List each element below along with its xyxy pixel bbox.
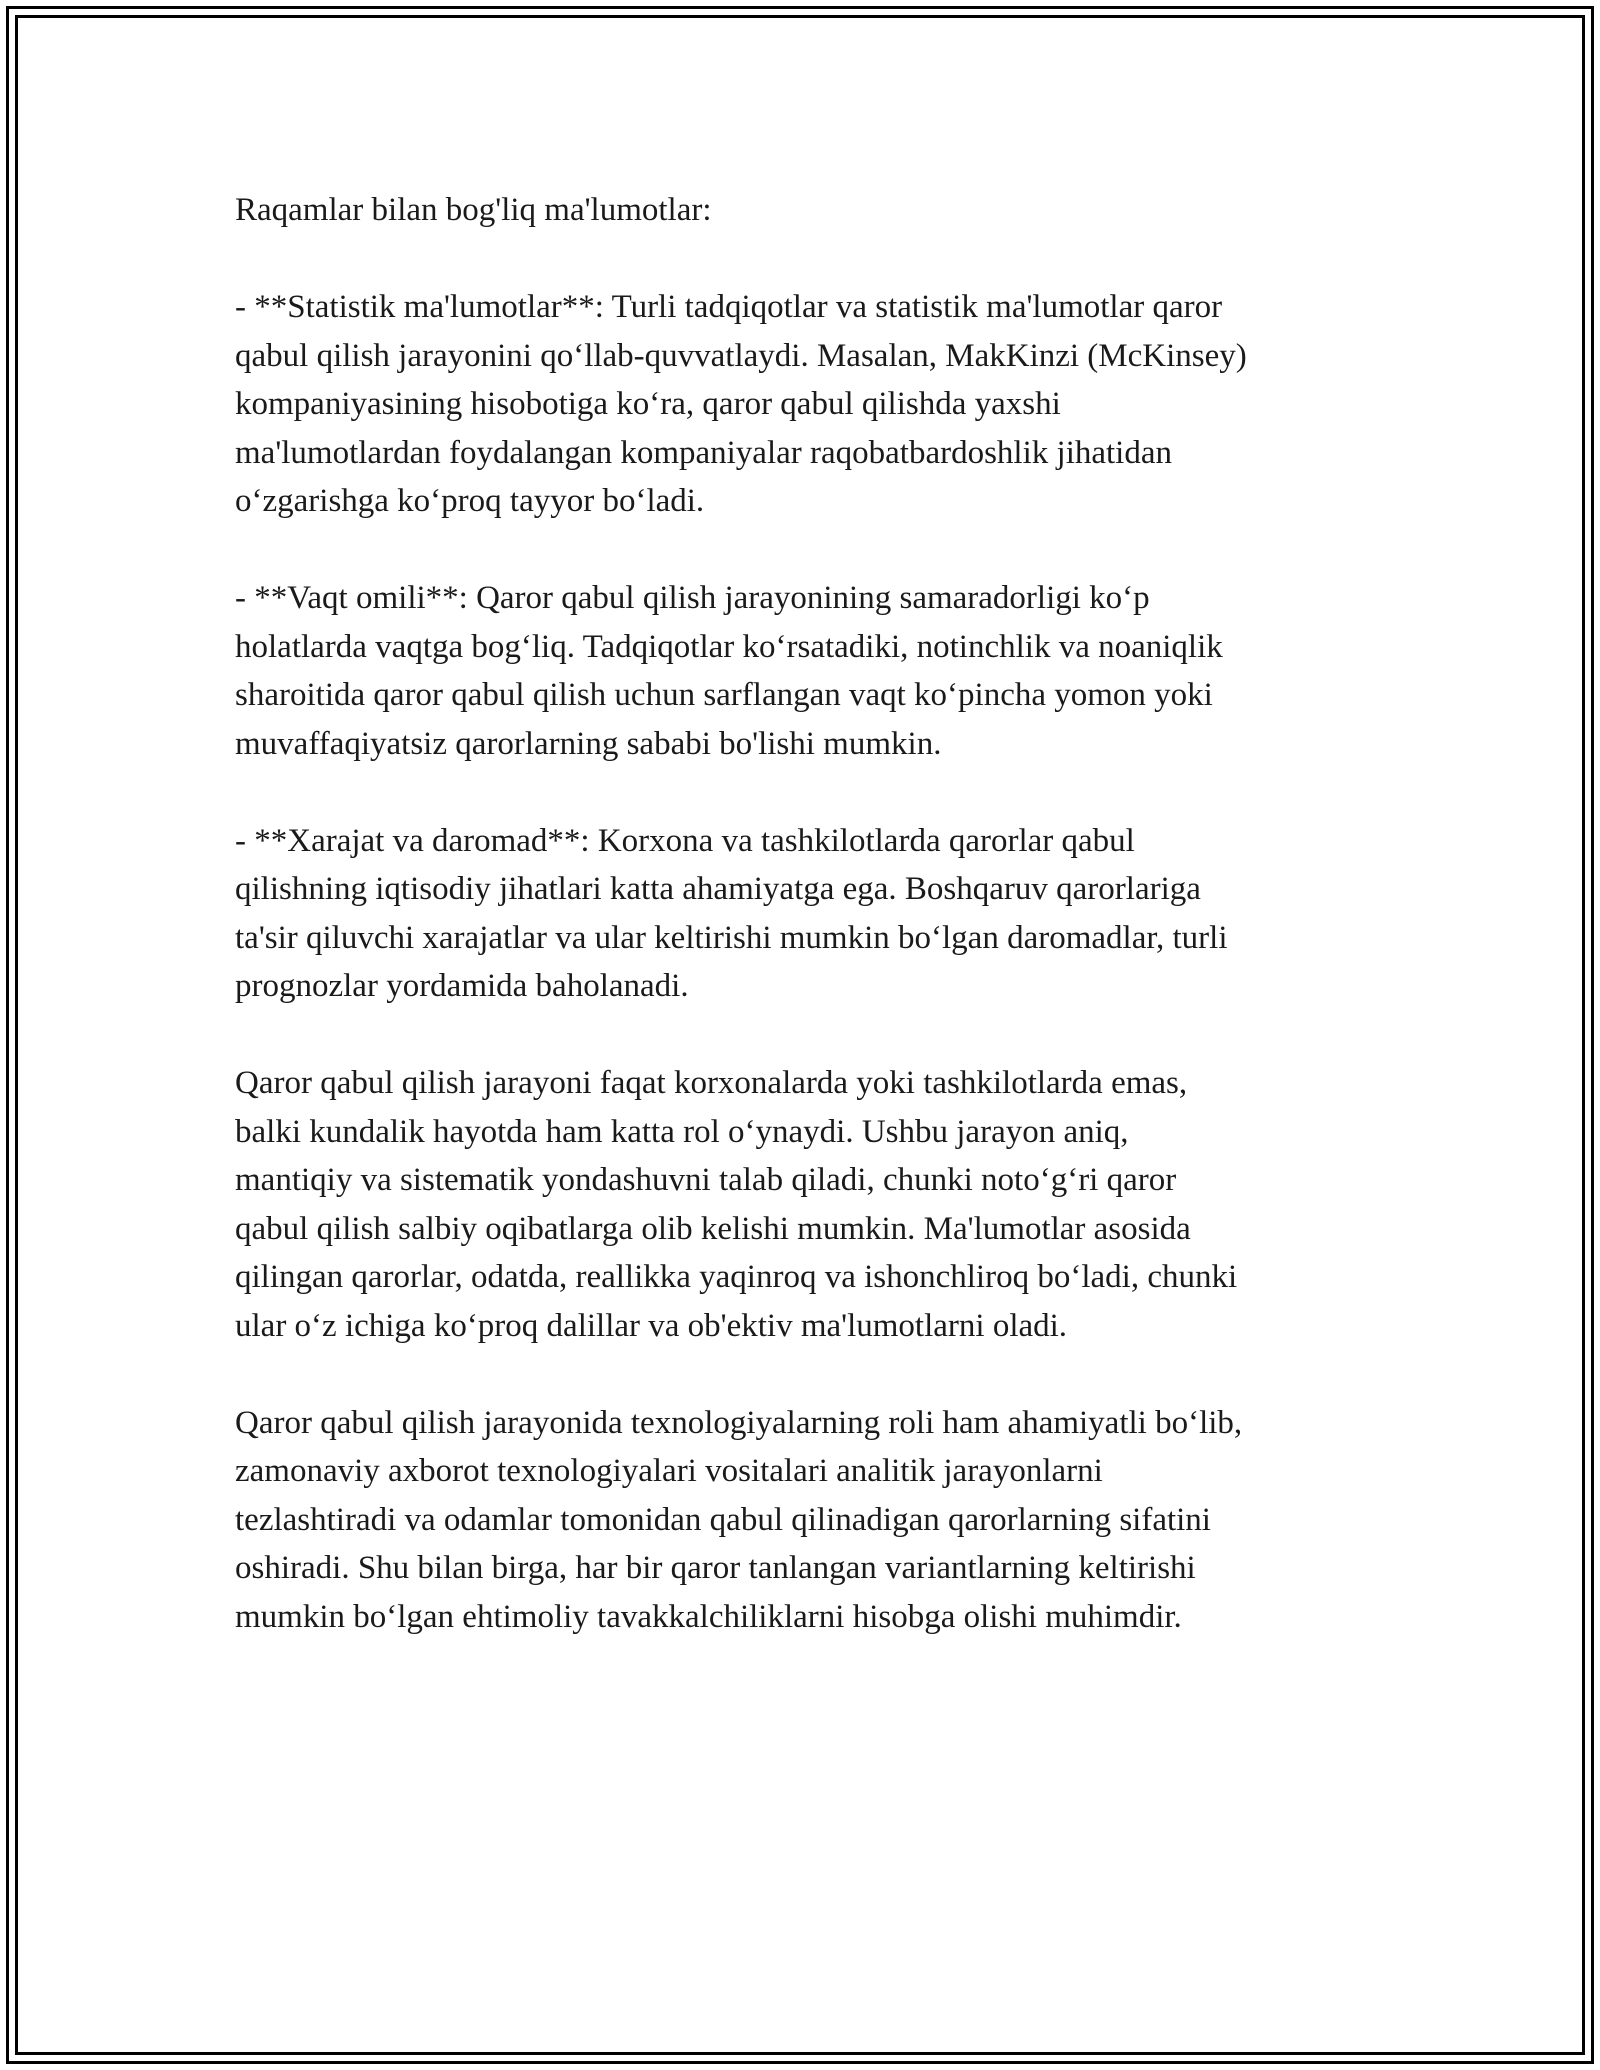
paragraph-vaqt-omili: - **Vaqt omili**: Qaror qabul qilish jarayonining samaradorligi ko‘p holatlarda vaqtga bog‘liq. Tadqiqotlar ko‘rsatadiki, notinchlik va noaniqlik sharoitida qaror qabul qilish uchun sarflangan vaqt ko‘pincha yomon yoki muvaffaqiyatsiz qarorlarning sababi bo'lishi mumkin. <box>235 580 1223 762</box>
paragraph-jarayon: Qaror qabul qilish jarayoni faqat korxonalarda yoki tashkilotlarda emas, balki kundalik hayotda ham katta rol o‘ynaydi. Ushbu jarayon aniq, mantiqiy va sistematik yondashuvni talab qiladi, chunki noto‘g‘ri qaror qabul qilish salbiy oqibatlarga olib kelishi mumkin. Ma'lumotlar asosida qilingan qarorlar, odatda, reallikka yaqinroq va ishonchliroq bo‘ladi, chunki ular o‘z ichiga ko‘proq dalillar va ob'ektiv ma'lumotlarni oladi. <box>235 1065 1238 1344</box>
paragraph-texnologiya: Qaror qabul qilish jarayonida texnologiyalarning roli ham ahamiyatli bo‘lib, zamonaviy axborot texnologiyalari vositalari analitik jarayonlarni tezlashtiradi va odamlar tomonidan qabul qilinadigan qarorlarning sifatini oshiradi. Shu bilan birga, har bir qaror tanlangan variantlarning keltirishi mumkin bo‘lgan ehtimoliy tavakkalchiliklarni hisobga olishi muhimdir. <box>235 1404 1243 1635</box>
paragraph-statistik: - **Statistik ma'lumotlar**: Turli tadqiqotlar va statistik ma'lumotlar qaror qabul qilish jarayonini qo‘llab-quvvatlaydi. Masalan, MakKinzi (McKinsey) kompaniyasining hisobotiga ko‘ra, qaror qabul qilishda yaxshi ma'lumotlardan foydalangan kompaniyalar raqobatbardoshlik jihatidan o‘zgarishga ko‘proq tayyor bo‘ladi. <box>235 289 1247 519</box>
document-body <box>235 186 1375 1641</box>
paragraph-xarajat: - **Xarajat va daromad**: Korxona va tashkilotlarda qarorlar qabul qilishning iqtisodiy jihatlari katta ahamiyatga ega. Boshqaruv qarorlariga ta'sir qiluvchi xarajatlar va ular keltirishi mumkin bo‘lgan daromadlar, turli prognozlar yordamida baholanadi. <box>235 822 1228 1004</box>
document-heading: Raqamlar bilan bog'liq ma'lumotlar: <box>235 192 712 228</box>
